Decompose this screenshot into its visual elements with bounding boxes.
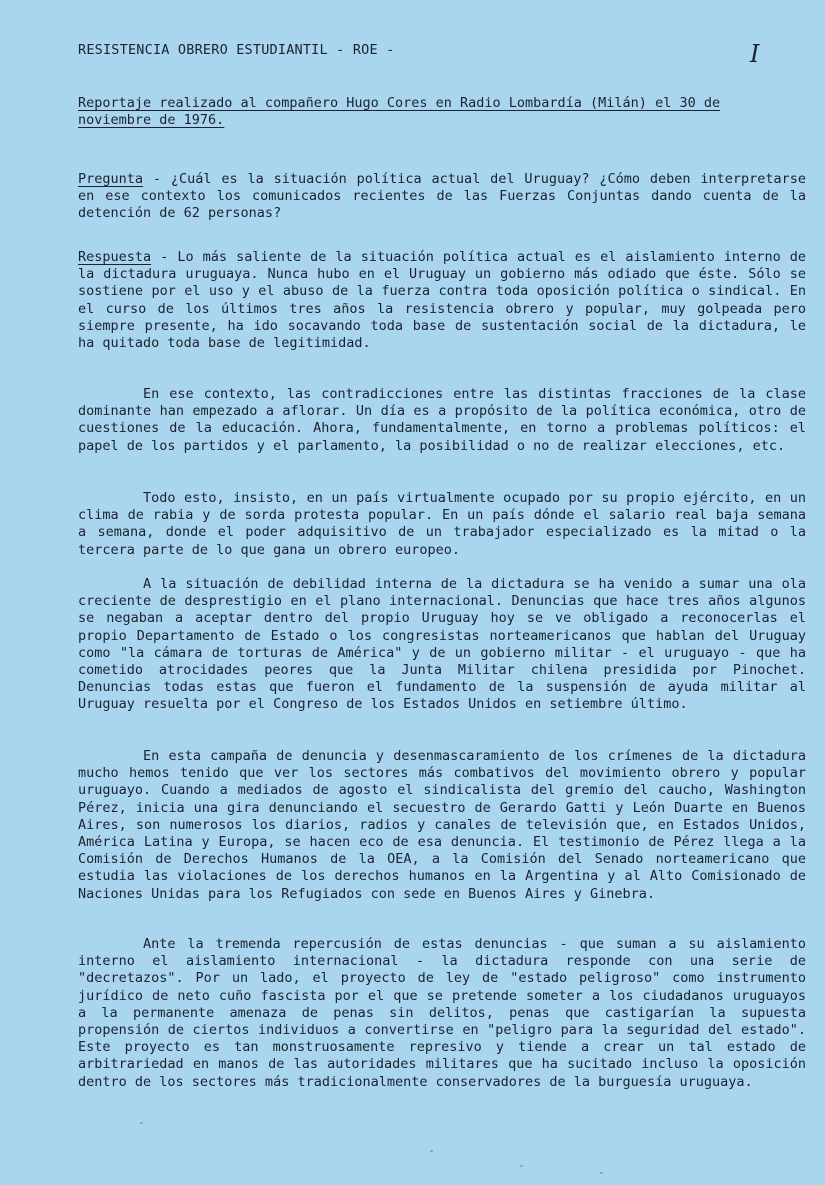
question-label: Pregunta	[78, 171, 144, 187]
body-paragraph: Ante la tremenda repercusión de estas denuncias - que suman a su aislamiento interno el aislamiento internacional - la dictadura responde con una serie de "decretazos". Por un lado, el proyecto de ley de "estado peligroso" como instrumento jurídico de neto cuño fascista por el que se pretende someter a los ciudadanos uruguayos a la permanente amenaza de penas sin delitos, penas que castigarían la supuesta propensión de ciertos individuos a convertirse en "peligro para la seguridad del estado". Este proyecto es tan monstruosamente represivo y tiende a crear un tal estado de arbitrariedad en manos de las autoridades militares que ha sucitado incluso la oposición dentro de los sectores más tradicionalmente conservadores de la burguesía uruguaya.	[78, 936, 806, 1090]
body-paragraph: En esta campaña de denuncia y desenmascaramiento de los crímenes de la dictadura mucho hemos tenido que ver los sectores más combativos del movimiento obrero y popular uruguayo. Cuando a mediados de agosto el sindicalista del gremio del caucho, Washington Pérez, inicia una gira denunciando el secuestro de Gerardo Gatti y León Duarte en Buenos Aires, son numerosos los diarios, radios y canales de televisión que, en Estados Unidos, América Latina y Europa, se hacen eco de esa denuncia. El testimonio de Pérez llega a la Comisión de Derechos Humanos de la OEA, a la Comisión del Senado norteamericano que estudia las violaciones de los derechos humanos en la Argentina y al Alto Comisionado de Naciones Unidas para los Refugiados con sede en Buenos Aires y Ginebra.	[78, 748, 806, 902]
answer-text: - Lo más saliente de la situación política actual es el aislamiento interno de la dictadura uruguaya. Nunca hubo en el Uruguay un gobierno más odiado que éste. Sólo se sostiene por el uso y el abuso de la fuerza contra toda oposición política o sindical. En el curso de los últimos tres años la resistencia obrero y popular, muy golpeada pero siempre presente, ha ido socavando toda base de sustentación social de la dictadura, le ha quitado toda base de legitimidad.	[78, 249, 806, 352]
answer-label: Respuesta	[78, 249, 152, 265]
paper-speck	[430, 1150, 433, 1152]
organization-header: RESISTENCIA OBRERO ESTUDIANTIL - ROE -	[78, 42, 395, 58]
body-paragraph: A la situación de debilidad interna de la dictadura se ha venido a sumar una ola creciente de desprestigio en el plano internacional. Denuncias que hace tres años algunos se negaban a aceptar dentro del propio Uruguay hoy se ve obligado a reconocerlas el propio Departamento de Estado o los congresistas norteamericanos que hablan del Uruguay como "la cámara de torturas de América" y de un gobierno militar - el uruguayo - que ha cometido atrocidades peores que la Junta Militar chilena presidida por Pinochet. Denuncias todas estas que fueron el fundamento de la suspensión de ayuda militar al Uruguay resuelta por el Congreso de los Estados Unidos en setiembre último.	[78, 576, 806, 713]
answer-paragraph	[78, 249, 806, 352]
body-paragraph: Todo esto, insisto, en un país virtualmente ocupado por su propio ejército, en un clima de rabia y de sorda protesta popular. En un país dónde el salario real baja semana a semana, donde el poder adquisitivo de un trabajador especializado es la mitad o la tercera parte de lo que gana un obrero europeo.	[78, 490, 806, 558]
paper-speck	[600, 1172, 603, 1174]
page-number: I	[750, 40, 760, 68]
interview-intro: Reportaje realizado al compañero Hugo Cores en Radio Lombardía (Milán) el 30 de noviembre de 1976.	[78, 95, 721, 128]
paper-speck	[140, 1122, 143, 1124]
question-text: - ¿Cuál es la situación política actual del Uruguay? ¿Cómo deben interpretarse en ese contexto los comunicados recientes de las Fuerzas Conjuntas dando cuenta de la detención de 62 personas?	[78, 171, 806, 222]
question-paragraph	[78, 171, 806, 223]
body-paragraph: En ese contexto, las contradicciones entre las distintas fracciones de la clase dominante han empezado a aflorar. Un día es a propósito de la política económica, otro de cuestiones de la educación. Ahora, fundamentalmente, en torno a problemas políticos: el papel de los partidos y el parlamento, la posibilidad o no de realizar elecciones, etc.	[78, 386, 806, 454]
paper-speck	[520, 1165, 523, 1167]
